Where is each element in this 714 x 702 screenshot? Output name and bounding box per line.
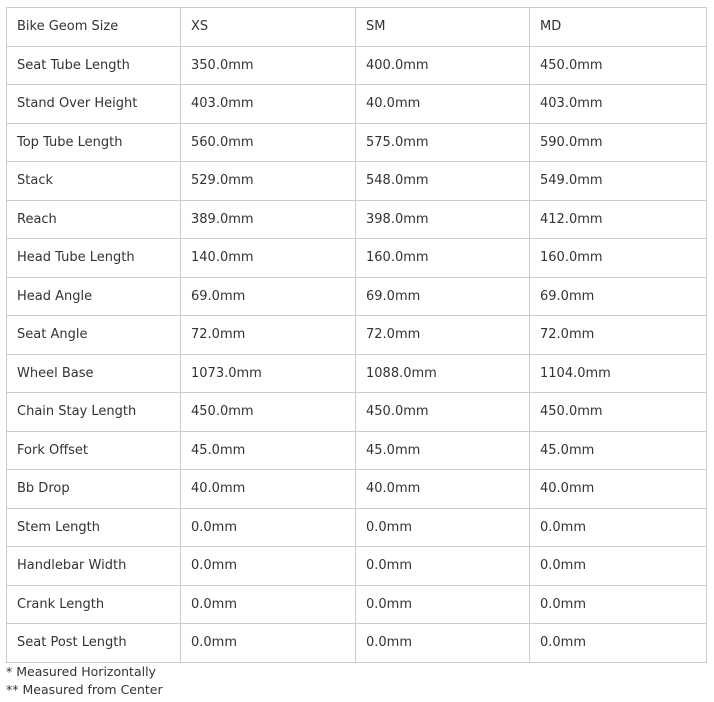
cell-md: 45.0mm xyxy=(530,431,707,470)
header-cell-md: MD xyxy=(530,8,707,47)
row-label: Wheel Base xyxy=(7,354,181,393)
table-row xyxy=(7,200,707,239)
cell-xs: 350.0mm xyxy=(181,46,356,85)
cell-md: 1104.0mm xyxy=(530,354,707,393)
cell-xs: 529.0mm xyxy=(181,162,356,201)
row-label: Top Tube Length xyxy=(7,123,181,162)
cell-md: 590.0mm xyxy=(530,123,707,162)
cell-md: 0.0mm xyxy=(530,624,707,663)
cell-sm: 40.0mm xyxy=(356,470,530,509)
cell-xs: 0.0mm xyxy=(181,624,356,663)
cell-sm: 398.0mm xyxy=(356,200,530,239)
cell-sm: 45.0mm xyxy=(356,431,530,470)
cell-md: 160.0mm xyxy=(530,239,707,278)
cell-sm: 72.0mm xyxy=(356,316,530,355)
row-label: Seat Angle xyxy=(7,316,181,355)
cell-xs: 560.0mm xyxy=(181,123,356,162)
table-row xyxy=(7,46,707,85)
cell-md: 0.0mm xyxy=(530,508,707,547)
cell-md: 403.0mm xyxy=(530,85,707,124)
row-label: Bb Drop xyxy=(7,470,181,509)
cell-md: 450.0mm xyxy=(530,393,707,432)
row-label: Reach xyxy=(7,200,181,239)
cell-xs: 450.0mm xyxy=(181,393,356,432)
footnote-center: ** Measured from Center xyxy=(6,682,163,697)
cell-sm: 450.0mm xyxy=(356,393,530,432)
cell-xs: 72.0mm xyxy=(181,316,356,355)
cell-xs: 45.0mm xyxy=(181,431,356,470)
cell-xs: 0.0mm xyxy=(181,585,356,624)
table-row xyxy=(7,624,707,663)
row-label: Stack xyxy=(7,162,181,201)
cell-xs: 140.0mm xyxy=(181,239,356,278)
cell-md: 0.0mm xyxy=(530,585,707,624)
cell-xs: 69.0mm xyxy=(181,277,356,316)
cell-sm: 160.0mm xyxy=(356,239,530,278)
cell-md: 450.0mm xyxy=(530,46,707,85)
header-cell-xs: XS xyxy=(181,8,356,47)
cell-sm: 548.0mm xyxy=(356,162,530,201)
row-label: Stem Length xyxy=(7,508,181,547)
geometry-table xyxy=(6,7,707,663)
table-row xyxy=(7,585,707,624)
cell-xs: 403.0mm xyxy=(181,85,356,124)
table-row xyxy=(7,85,707,124)
cell-xs: 0.0mm xyxy=(181,508,356,547)
cell-sm: 0.0mm xyxy=(356,508,530,547)
cell-xs: 389.0mm xyxy=(181,200,356,239)
cell-xs: 1073.0mm xyxy=(181,354,356,393)
row-label: Handlebar Width xyxy=(7,547,181,586)
row-label: Crank Length xyxy=(7,585,181,624)
cell-md: 69.0mm xyxy=(530,277,707,316)
table-row xyxy=(7,277,707,316)
cell-md: 0.0mm xyxy=(530,547,707,586)
table-row xyxy=(7,239,707,278)
table-row xyxy=(7,547,707,586)
footnotes xyxy=(6,663,163,699)
row-label: Head Tube Length xyxy=(7,239,181,278)
table-row xyxy=(7,431,707,470)
row-label: Stand Over Height xyxy=(7,85,181,124)
cell-sm: 400.0mm xyxy=(356,46,530,85)
row-label: Seat Post Length xyxy=(7,624,181,663)
cell-sm: 0.0mm xyxy=(356,585,530,624)
table-row xyxy=(7,162,707,201)
table-row xyxy=(7,316,707,355)
header-cell-label: Bike Geom Size xyxy=(7,8,181,47)
cell-md: 72.0mm xyxy=(530,316,707,355)
table-row xyxy=(7,123,707,162)
row-label: Head Angle xyxy=(7,277,181,316)
cell-xs: 0.0mm xyxy=(181,547,356,586)
table-header-row xyxy=(7,8,707,47)
cell-sm: 0.0mm xyxy=(356,547,530,586)
table-row xyxy=(7,354,707,393)
table-row xyxy=(7,508,707,547)
cell-md: 40.0mm xyxy=(530,470,707,509)
header-cell-sm: SM xyxy=(356,8,530,47)
row-label: Chain Stay Length xyxy=(7,393,181,432)
cell-md: 549.0mm xyxy=(530,162,707,201)
cell-sm: 69.0mm xyxy=(356,277,530,316)
cell-sm: 1088.0mm xyxy=(356,354,530,393)
row-label: Seat Tube Length xyxy=(7,46,181,85)
table-row xyxy=(7,393,707,432)
table-row xyxy=(7,470,707,509)
cell-md: 412.0mm xyxy=(530,200,707,239)
footnote-horizontal: * Measured Horizontally xyxy=(6,664,156,679)
cell-sm: 0.0mm xyxy=(356,624,530,663)
cell-sm: 40.0mm xyxy=(356,85,530,124)
row-label: Fork Offset xyxy=(7,431,181,470)
cell-sm: 575.0mm xyxy=(356,123,530,162)
cell-xs: 40.0mm xyxy=(181,470,356,509)
